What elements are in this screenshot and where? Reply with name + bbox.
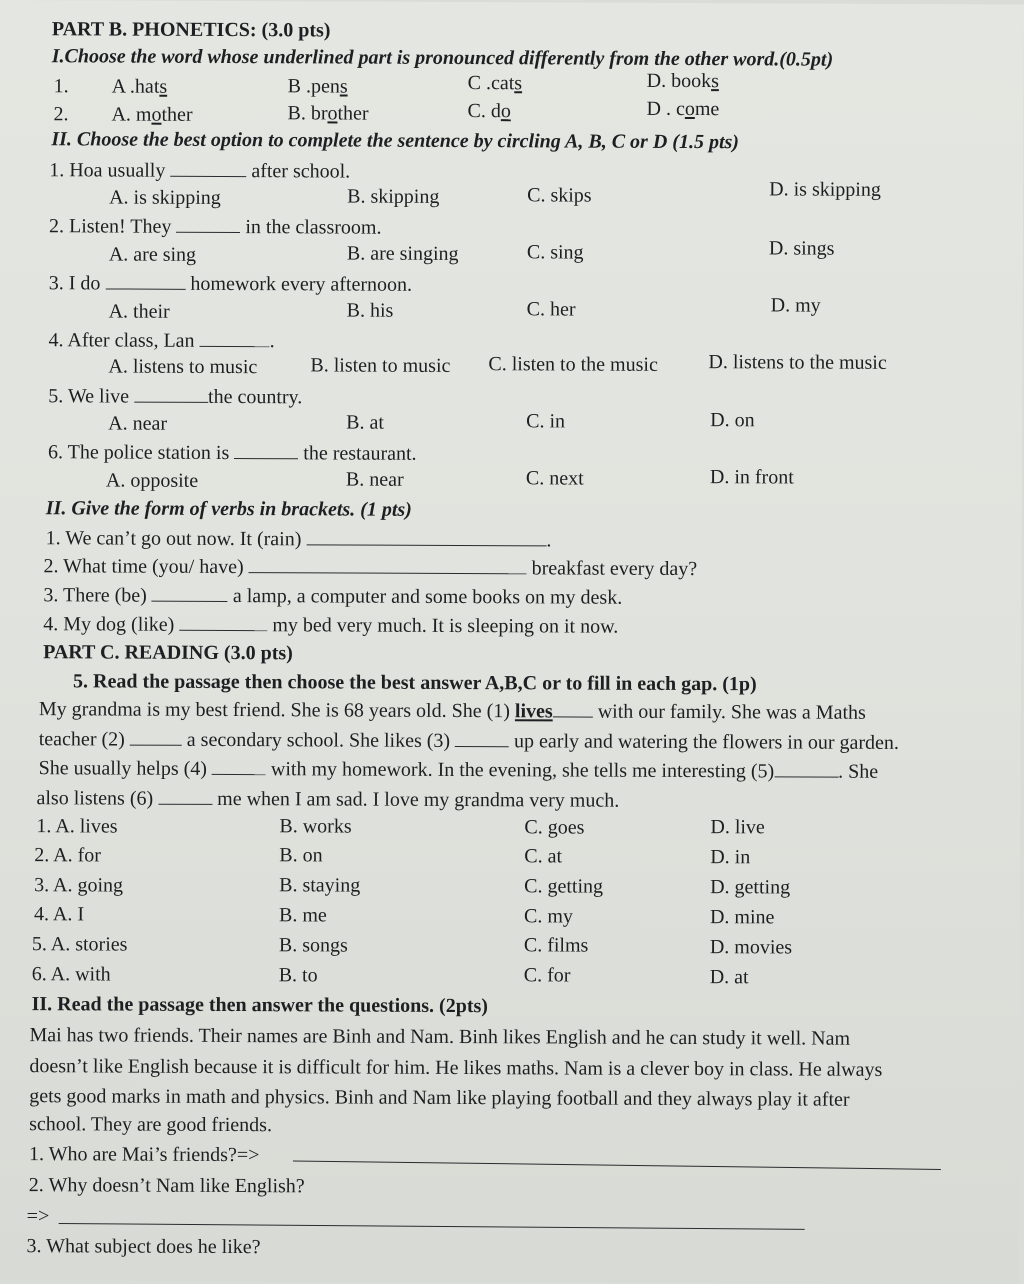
option-c: C .cats — [467, 72, 523, 95]
passage-line: doesn’t like English because it is difficult for him. He likes maths. Nam is a clever boy in class. He always — [29, 1055, 883, 1081]
option-c: C. my — [523, 905, 573, 928]
option-a: A .hats — [111, 75, 168, 98]
option-b: B. to — [278, 964, 318, 987]
option-b: B. works — [279, 815, 352, 838]
option-a: 6. A. with — [31, 963, 111, 986]
option-d: D . come — [646, 97, 720, 121]
option-b: B. at — [346, 411, 384, 434]
option-a: A. opposite — [105, 469, 199, 492]
option-c: C. films — [523, 934, 589, 957]
option-d: D. in front — [709, 466, 794, 489]
answer-question-2: 2. Why doesn’t Nam like English? — [28, 1174, 305, 1198]
section-3-title: II. Give the form of verbs in brackets. (1 pts) — [45, 497, 412, 521]
answer-question-1: 1. Who are Mai’s friends?=> — [28, 1143, 260, 1167]
option-a: A. are sing — [108, 243, 197, 266]
option-a: 5. A. stories — [31, 933, 128, 956]
option-c: C. listen to the music — [488, 353, 658, 376]
option-d: D. sings — [768, 237, 835, 260]
option-b: B. staying — [279, 874, 361, 897]
option-d: D. mine — [709, 906, 775, 929]
option-d: D. on — [710, 409, 755, 432]
option-c: C. in — [526, 410, 566, 433]
option-b: B. near — [345, 468, 404, 491]
option-c: C. skips — [527, 184, 592, 207]
question-stem: 4. After class, Lan . — [48, 329, 275, 353]
option-b: B. brother — [287, 102, 369, 125]
option-a: 3. A. going — [34, 874, 124, 897]
option-b: B. his — [346, 299, 394, 322]
option-b: B. listen to music — [310, 354, 451, 377]
question-stem: 6. The police station is the restaurant. — [47, 441, 417, 465]
question-stem: 3. I do homework every afternoon. — [48, 272, 413, 296]
answer-line-2[interactable] — [59, 1223, 805, 1230]
option-d: D. my — [770, 294, 821, 317]
option-b: B. on — [279, 844, 323, 867]
answer-arrow: => — [26, 1205, 50, 1228]
question-number: 2. — [53, 103, 69, 126]
option-d: D. is skipping — [769, 178, 881, 201]
reading-section-2-title: II. Read the passage then answer the questions. (2pts) — [31, 993, 489, 1018]
passage-line: Mai has two friends. Their names are Binh and Nam. Binh likes English and he can study it well. Nam — [29, 1024, 851, 1050]
option-d: D. getting — [710, 876, 791, 899]
option-c: C. do — [467, 100, 511, 123]
option-c: C. for — [523, 964, 571, 987]
passage-line: school. They are good friends. — [29, 1113, 273, 1137]
option-d: D. movies — [709, 936, 793, 959]
part-b-title: PART B. PHONETICS: (3.0 pts) — [51, 18, 331, 42]
option-a: A. is skipping — [109, 186, 221, 209]
passage-line: My grandma is my best friend. She is 68 years old. She (1) lives with our family. She was a Maths — [38, 698, 866, 724]
option-a: A. mother — [111, 103, 193, 126]
section-1-title: I.Choose the word whose underlined part is pronounced differently from the other word.(0.5pt) — [51, 45, 834, 71]
option-a: A. listens to music — [108, 355, 258, 379]
section-2-title: II. Choose the best option to complete the sentence by circling A, B, C or D (1.5 pts) — [51, 128, 740, 154]
option-d: D. books — [646, 69, 719, 93]
option-c: C. goes — [524, 816, 585, 839]
verb-item-2: 2. What time (you/ have) breakfast every day? — [43, 555, 698, 581]
answer-line-1[interactable] — [293, 1160, 941, 1169]
question-stem: 5. We live the country. — [48, 385, 303, 409]
option-a: A. their — [108, 300, 170, 323]
option-c: C. next — [525, 467, 584, 490]
option-b: B. skipping — [347, 185, 440, 208]
option-c: C. getting — [524, 875, 604, 898]
option-a: 1. A. lives — [36, 815, 118, 838]
option-b: B. me — [278, 904, 327, 927]
option-d: D. listens to the music — [708, 351, 887, 374]
option-c: C. sing — [526, 241, 584, 264]
option-a: 2. A. for — [34, 844, 101, 867]
option-d: D. at — [709, 966, 749, 989]
answer-question-3: 3. What subject does he like? — [26, 1235, 261, 1259]
question-stem: 2. Listen! They in the classroom. — [48, 215, 382, 239]
option-c: C. at — [524, 845, 563, 868]
verb-item-1: 1. We can’t go out now. It (rain) . — [45, 527, 552, 552]
option-a: 4. A. I — [33, 903, 85, 926]
option-b: B .pens — [287, 75, 348, 98]
option-d: D. in — [710, 846, 751, 869]
verb-item-4: 4. My dog (like) my bed very much. It is sleeping on it now. — [43, 613, 619, 638]
passage-line: teacher (2) a secondary school. She likes (3) up early and watering the flowers in our garden. — [38, 728, 900, 754]
part-c-title: PART C. READING (3.0 pts) — [43, 641, 293, 665]
passage-line: also listens (6) me when I am sad. I love my grandma very much. — [36, 787, 620, 812]
verb-item-3: 3. There (be) a lamp, a computer and some books on my desk. — [43, 584, 623, 609]
option-b: B. are singing — [346, 242, 459, 266]
option-a: A. near — [108, 412, 168, 435]
option-d: D. live — [710, 816, 765, 839]
option-b: B. songs — [278, 934, 348, 957]
question-number: 1. — [53, 75, 69, 98]
reading-section-1-title: 5. Read the passage then choose the best answer A,B,C or to fill in each gap. (1p) — [72, 670, 757, 696]
passage-line: gets good marks in math and physics. Binh and Nam like playing football and they always play it after — [29, 1085, 850, 1111]
question-stem: 1. Hoa usually after school. — [49, 159, 351, 183]
passage-line: She usually helps (4) with my homework. In the evening, she tells me interesting (5) . She — [38, 757, 879, 783]
option-c: C. her — [526, 298, 576, 321]
